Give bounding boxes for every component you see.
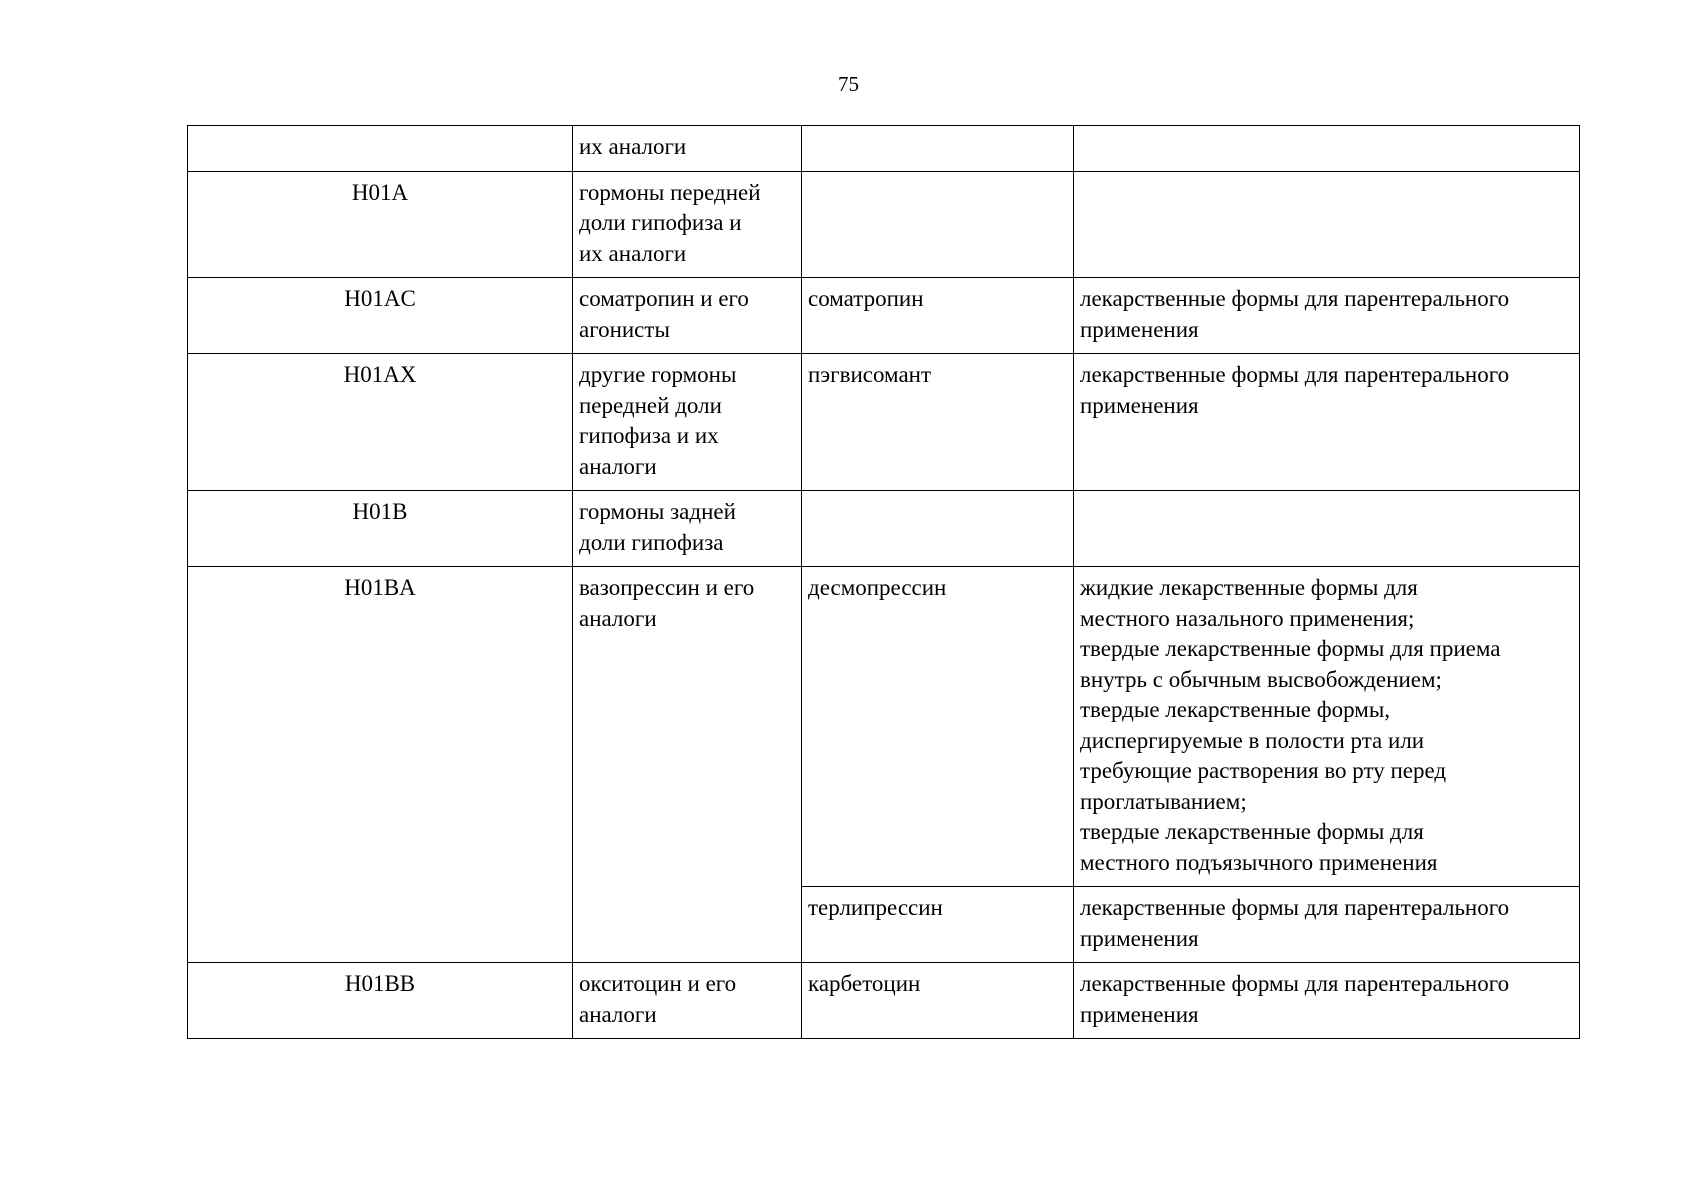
atc-code: H01AX bbox=[343, 362, 417, 387]
dosage-form-line: лекарственные формы для парентерального bbox=[1080, 362, 1510, 387]
dosage-forms-cell bbox=[1074, 963, 1580, 1039]
dosage-form-line: проглатыванием; bbox=[1080, 788, 1247, 814]
table-row bbox=[188, 278, 1580, 354]
substance-name: пэгвисомант bbox=[808, 362, 932, 387]
group-name-line: доли гипофиза bbox=[579, 529, 724, 555]
substance-name: соматропин bbox=[808, 286, 924, 311]
substance-cell bbox=[802, 963, 1074, 1039]
dosage-form-line: местного подъязычного применения bbox=[1080, 849, 1438, 875]
group-name-cell bbox=[573, 963, 802, 1039]
group-name-line: окситоцин и его bbox=[579, 971, 737, 996]
group-name-line: соматропин и его bbox=[579, 286, 749, 311]
atc-code-cell bbox=[188, 171, 573, 278]
group-name-line: доли гипофиза и bbox=[579, 210, 742, 235]
dosage-form-line: лекарственные формы для парентерального bbox=[1080, 286, 1510, 311]
atc-code: H01A bbox=[351, 179, 409, 205]
substance-cell bbox=[802, 567, 1074, 887]
group-name-line: другие гормоны bbox=[579, 362, 737, 387]
dosage-form-line: твердые лекарственные формы для приема bbox=[1080, 636, 1501, 661]
dosage-form-line: применения bbox=[1080, 925, 1199, 951]
atc-code-cell bbox=[188, 354, 573, 491]
group-name-line: передней доли bbox=[579, 392, 722, 418]
substance-name: терлипрессин bbox=[808, 895, 943, 920]
drug-table bbox=[187, 125, 1580, 1039]
group-name-line: их аналоги bbox=[579, 240, 687, 266]
atc-code-cell bbox=[188, 126, 573, 172]
dosage-forms-cell bbox=[1074, 126, 1580, 172]
dosage-form-line: местного назального применения; bbox=[1080, 605, 1415, 631]
dosage-form-line: твердые лекарственные формы для bbox=[1080, 819, 1424, 844]
group-name-line: вазопрессин и его bbox=[579, 575, 755, 600]
group-name-cell bbox=[573, 126, 802, 172]
substance-cell bbox=[802, 126, 1074, 172]
table-row bbox=[188, 491, 1580, 567]
table-row bbox=[188, 963, 1580, 1039]
dosage-form-line: лекарственные формы для парентерального bbox=[1080, 895, 1510, 920]
group-name-cell bbox=[573, 171, 802, 278]
atc-code-cell bbox=[188, 963, 573, 1039]
group-name-line: гормоны передней bbox=[579, 179, 761, 205]
substance-name: десмопрессин bbox=[808, 575, 947, 600]
group-name-cell bbox=[573, 278, 802, 354]
substance-cell bbox=[802, 887, 1074, 963]
table-row bbox=[188, 567, 1580, 887]
group-name-line: аналоги bbox=[579, 1001, 657, 1027]
dosage-form-line: применения bbox=[1080, 1001, 1199, 1027]
dosage-forms-cell bbox=[1074, 354, 1580, 491]
group-name-line: гипофиза и их bbox=[579, 423, 719, 448]
atc-code: H01B bbox=[352, 499, 408, 524]
group-name-line: гормоны задней bbox=[579, 499, 736, 524]
table-row bbox=[188, 171, 1580, 278]
dosage-forms-cell bbox=[1074, 171, 1580, 278]
atc-code: H01AC bbox=[344, 286, 416, 311]
atc-code-cell bbox=[188, 278, 573, 354]
group-name-line: аналоги bbox=[579, 605, 657, 631]
table-row bbox=[188, 126, 1580, 172]
substance-cell bbox=[802, 354, 1074, 491]
dosage-form-line: жидкие лекарственные формы для bbox=[1080, 575, 1418, 600]
dosage-forms-cell bbox=[1074, 887, 1580, 963]
group-name-cell bbox=[573, 491, 802, 567]
dosage-form-line: твердые лекарственные формы, bbox=[1080, 697, 1391, 722]
group-name-cell bbox=[573, 567, 802, 963]
atc-code: H01BB bbox=[344, 971, 416, 996]
group-name-line: их аналоги bbox=[579, 134, 687, 159]
group-name-cell bbox=[573, 354, 802, 491]
dosage-form-line: требующие растворения во рту перед bbox=[1080, 758, 1447, 783]
dosage-forms-cell bbox=[1074, 491, 1580, 567]
dosage-form-line: внутрь с обычным высвобождением; bbox=[1080, 666, 1442, 692]
dosage-form-line: диспергируемые в полости рта или bbox=[1080, 727, 1425, 753]
atc-code-cell bbox=[188, 491, 573, 567]
table-body bbox=[188, 126, 1580, 1039]
page-number: 75 bbox=[838, 72, 859, 96]
dosage-form-line: применения bbox=[1080, 392, 1199, 418]
substance-cell bbox=[802, 491, 1074, 567]
dosage-form-line: лекарственные формы для парентерального bbox=[1080, 971, 1510, 996]
substance-name: карбетоцин bbox=[808, 971, 921, 996]
substance-cell bbox=[802, 278, 1074, 354]
atc-code-cell bbox=[188, 567, 573, 963]
atc-code: H01BA bbox=[344, 575, 416, 600]
dosage-form-line: применения bbox=[1080, 316, 1199, 342]
dosage-forms-cell bbox=[1074, 278, 1580, 354]
group-name-line: агонисты bbox=[579, 316, 670, 342]
dosage-forms-cell bbox=[1074, 567, 1580, 887]
table-row bbox=[188, 354, 1580, 491]
substance-cell bbox=[802, 171, 1074, 278]
group-name-line: аналоги bbox=[579, 453, 657, 479]
